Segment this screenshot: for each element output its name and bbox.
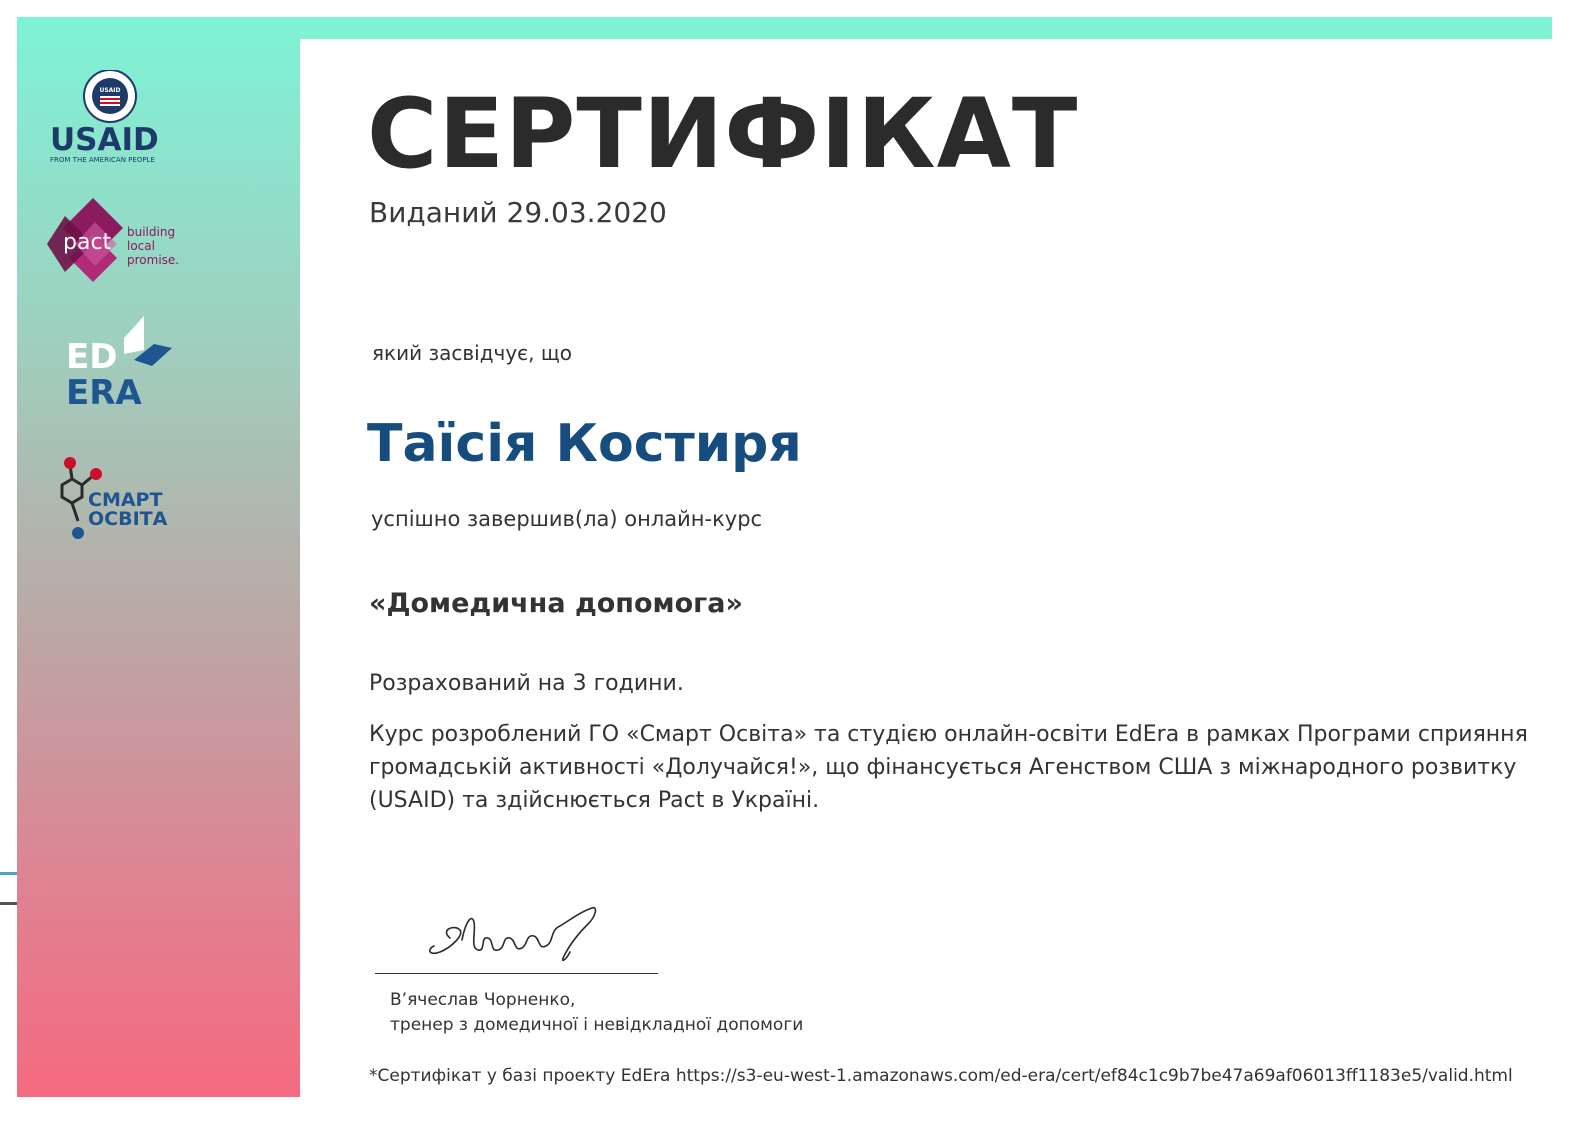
- edera-line2: ERA: [66, 373, 142, 409]
- course-description: Курс розроблений ГО «Смарт Освіта» та студією онлайн-освіти EdEra в рамках Програми сприяння громадській активності «Долучайся!», що фінансується Агенством США з міжнародного розвитку (USAID) та здійснюється Pact в Україні.: [369, 722, 1528, 813]
- usaid-logo: [45, 70, 175, 170]
- signature: [420, 900, 610, 970]
- verification-footnote: *Сертифікат у базі проекту EdEra https://s3-eu-west-1.amazonaws.com/ed-era/cert/ef84c1c9b7be47a69af06013ff1183e5/valid.html: [369, 1066, 1513, 1086]
- edge-line-dark: [0, 902, 17, 905]
- signer-role: тренер з домедичної і невідкладної допомоги: [390, 1015, 804, 1035]
- smart-osvita-line2: ОСВІТА: [88, 508, 168, 530]
- smart-osvita-logo: [52, 453, 182, 543]
- smart-osvita-line1: СМАРТ: [88, 489, 163, 511]
- completed-text: успішно завершив(ла) онлайн-курс: [371, 507, 763, 531]
- certificate-title: СЕРТИФІКАТ: [367, 78, 1079, 190]
- pact-logo: [45, 196, 185, 296]
- edge-line-teal: [0, 872, 17, 875]
- signer-name: В’ячеслав Чорненко,: [390, 990, 576, 1010]
- usaid-seal-text: USAID: [99, 87, 121, 94]
- course-hours: Розрахований на 3 години.: [369, 671, 684, 696]
- edera-line1: ED: [66, 337, 118, 377]
- usaid-tagline: FROM THE AMERICAN PEOPLE: [50, 156, 155, 164]
- course-title: «Домедична допомога»: [369, 588, 743, 619]
- signer-block: [390, 988, 803, 1038]
- signature-line: [375, 973, 658, 974]
- pact-tagline-2: local: [127, 239, 155, 253]
- pact-tagline-3: promise.: [127, 253, 180, 267]
- pact-wordmark: pact: [63, 230, 112, 255]
- edera-logo: [62, 314, 177, 409]
- certifies-text: який засвідчує, що: [372, 341, 572, 365]
- pact-tagline-1: building: [127, 225, 176, 239]
- recipient-name: Таїсія Костиря: [367, 414, 802, 474]
- usaid-wordmark: USAID: [50, 122, 159, 158]
- issued-date: Виданий 29.03.2020: [369, 196, 667, 229]
